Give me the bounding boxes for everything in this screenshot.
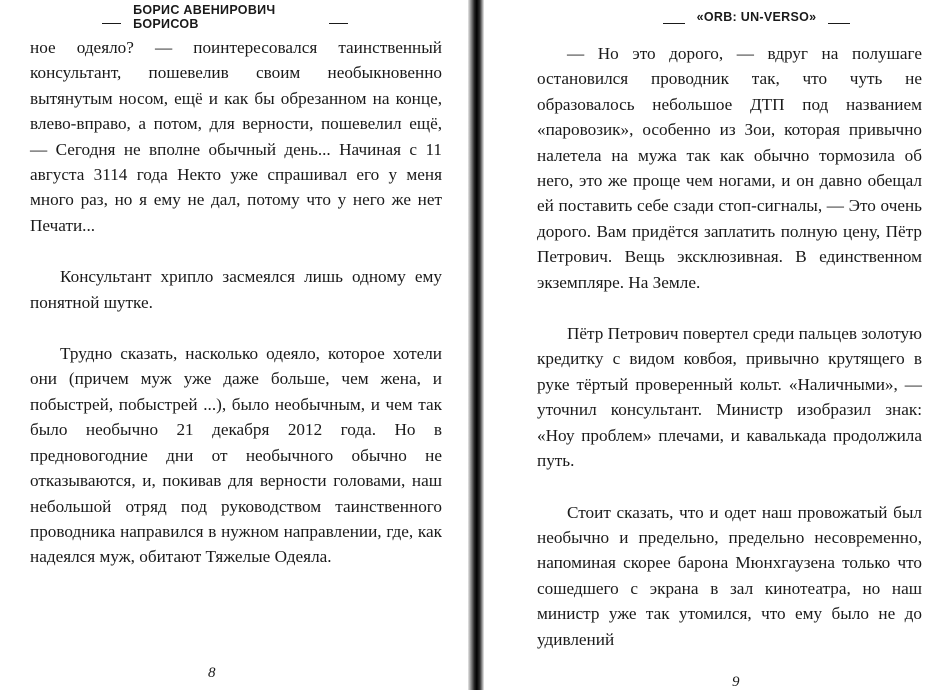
paragraph: Пётр Петрович повертел среди пальцев золотую кредитку с видом ковбоя, привычно крутящего в руке тёртый проверенный кольт. «Наличными», — уточнил консультант. Министр изобразил знак: «Ноу проблем» плечами, и кавалькада продолжила путь. xyxy=(537,324,922,471)
running-head-right xyxy=(624,6,889,28)
book-spine xyxy=(468,0,484,690)
page-number: 8 xyxy=(208,665,216,681)
rule-decoration xyxy=(329,23,348,24)
right-body-text xyxy=(537,41,922,652)
page-number: 9 xyxy=(732,674,740,690)
rule-decoration xyxy=(663,23,685,24)
paragraph: Стоит сказать, что и одет наш провожатый был необычно и предельно, предельно несовременно, напоминая скорее барона Мюнхгаузена только что сошедшего с экрана в зал кинотеатра, но наш министр уже так утомился, что ему было не до удивлений xyxy=(537,502,922,649)
running-head-left xyxy=(90,3,360,31)
left-body-text xyxy=(30,35,442,570)
book-title: «ORB: UN-VERSO» xyxy=(696,10,817,24)
right-page xyxy=(484,0,949,690)
author-name: БОРИС АВЕНИРОВИЧ БОРИСОВ xyxy=(133,3,276,31)
paragraph: ное одеяло? — поинтересовался таинственный консультант, пошевелив своим необыкновенно вытянутым носом, ещё и как бы обрезанном на конце, влево-вправо, а потом, для верности, пошевелил ещё, — Сегодня не вполне обычный день... Начиная с 11 августа 3114 года Некто уже спрашивал его у меня много раз, но я ему не дал, потому что у него же нет Печати... xyxy=(30,38,442,235)
rule-decoration xyxy=(102,23,121,24)
left-page xyxy=(0,0,470,690)
paragraph: — Но это дорого, — вдруг на полушаге остановился проводник так, что чуть не образовалось небольшое ДТП под названием «паровозик», особенно из Зои, которая привычно налетела на мужа так как обычно тормозила об него, это же проще чем ногами, и он давно обещал ей поставить себе сзади стоп-сигналы, — Это очень дорого. Вам придётся заплатить полную цену, Пётр Петрович. Вещь эксклюзивная. В единственном экземпляре. На Земле. xyxy=(537,44,922,292)
rule-decoration xyxy=(828,23,850,24)
paragraph: Консультант хрипло засмеялся лишь одному ему понятной шутке. xyxy=(30,267,442,312)
paragraph: Трудно сказать, насколько одеяло, которое хотели они (причем муж уже даже больше, чем жена, и побыстрей, побыстрей ...), было необычным, и чем так было необычно 21 декабря 2012 года. Но в предновогодние дни от необычного обычно не отказываются, и, покивав для верности головами, наш небольшой отряд под руководством таинственного проводника направился в нужном направлении, где, как надеялся муж, обитают Тяжелые Одеяла. xyxy=(30,344,442,567)
